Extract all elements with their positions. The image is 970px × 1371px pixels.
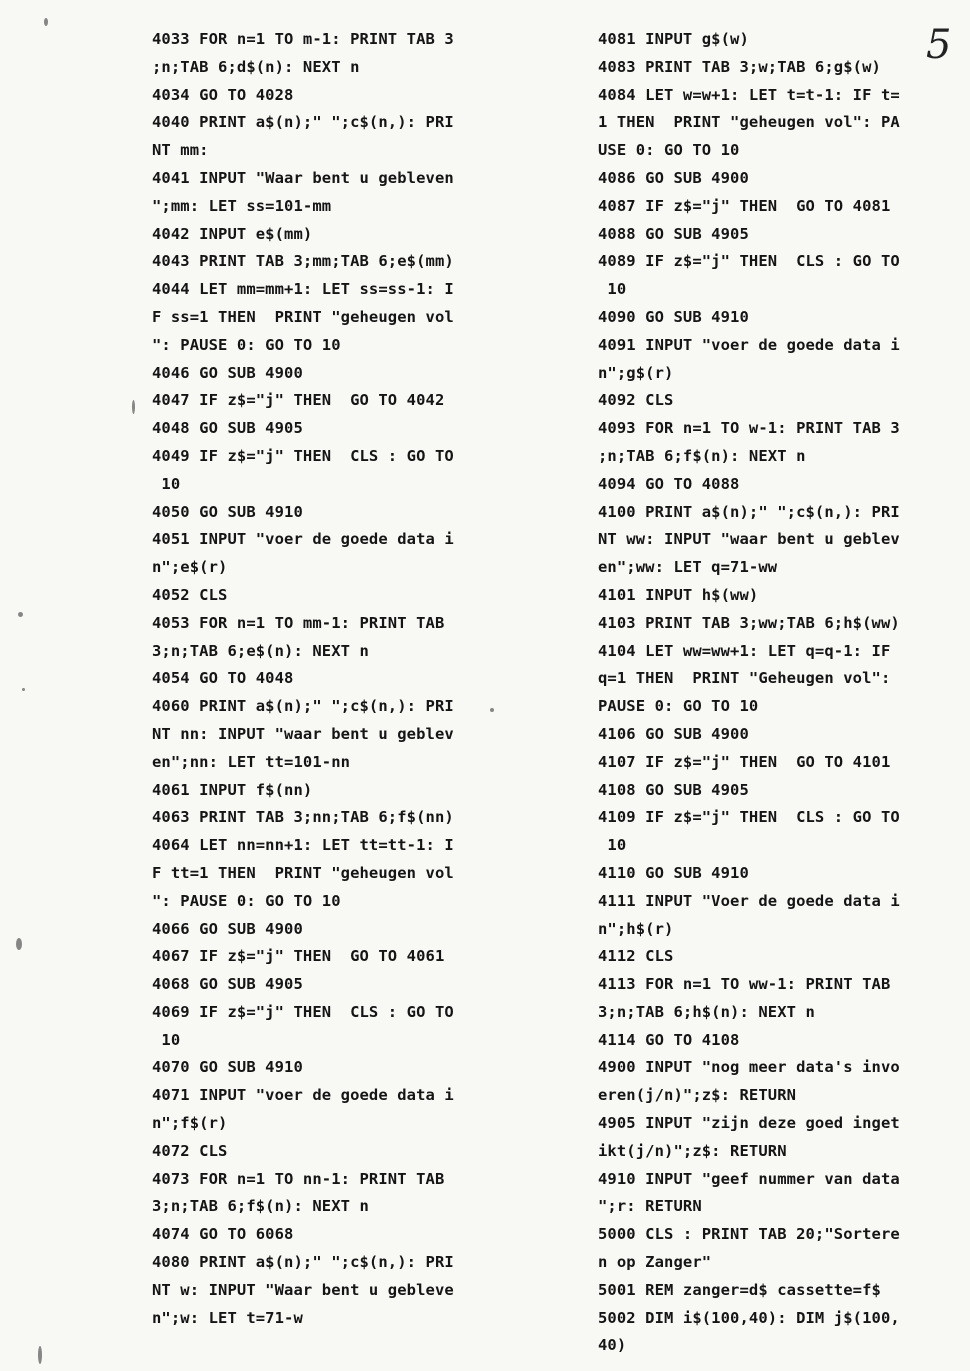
code-line: 4034 GO TO 4028 xyxy=(152,85,294,104)
code-line: 4108 GO SUB 4905 xyxy=(598,780,749,799)
code-line: 4072 CLS xyxy=(152,1141,228,1160)
code-line: 4109 IF z$="j" THEN CLS : GO TO xyxy=(598,808,900,827)
code-column-right xyxy=(598,26,898,1360)
code-line: ";mm: LET ss=101-mm xyxy=(152,196,332,215)
code-line: 3;n;TAB 6;f$(n): NEXT n xyxy=(152,1197,369,1216)
scan-speck xyxy=(490,708,494,712)
code-line: 4049 IF z$="j" THEN CLS : GO TO xyxy=(152,446,454,465)
code-line: ikt(j/n)";z$: RETURN xyxy=(598,1141,787,1160)
code-line: 4047 IF z$="j" THEN GO TO 4042 xyxy=(152,391,445,410)
code-line: q=1 THEN PRINT "Geheugen vol": xyxy=(598,669,891,688)
code-line: 4106 GO SUB 4900 xyxy=(598,724,749,743)
code-line: 4089 IF z$="j" THEN CLS : GO TO xyxy=(598,252,900,271)
code-line: F ss=1 THEN PRINT "geheugen vol xyxy=(152,307,454,326)
code-line: n";f$(r) xyxy=(152,1114,228,1133)
code-line: 4061 INPUT f$(nn) xyxy=(152,780,313,799)
page-number: 5 xyxy=(926,22,952,68)
code-line: 4042 INPUT e$(mm) xyxy=(152,224,313,243)
code-line: 4046 GO SUB 4900 xyxy=(152,363,303,382)
code-line: 4043 PRINT TAB 3;mm;TAB 6;e$(mm) xyxy=(152,252,454,271)
code-line: 4068 GO SUB 4905 xyxy=(152,975,303,994)
code-line: 4063 PRINT TAB 3;nn;TAB 6;f$(nn) xyxy=(152,808,454,827)
scan-speck xyxy=(18,612,23,617)
code-line: n op Zanger" xyxy=(598,1253,712,1272)
code-line: 4044 LET mm=mm+1: LET ss=ss-1: I xyxy=(152,280,454,299)
code-line: n";h$(r) xyxy=(598,919,674,938)
code-line: ": PAUSE 0: GO TO 10 xyxy=(152,335,341,354)
code-line: 4087 IF z$="j" THEN GO TO 4081 xyxy=(598,196,891,215)
code-line: 4064 LET nn=nn+1: LET tt=tt-1: I xyxy=(152,836,454,855)
code-line: 4090 GO SUB 4910 xyxy=(598,307,749,326)
code-line: 5002 DIM i$(100,40): DIM j$(100, xyxy=(598,1308,900,1327)
scan-speck xyxy=(38,1346,42,1364)
code-line: F tt=1 THEN PRINT "geheugen vol xyxy=(152,863,454,882)
code-line: 4060 PRINT a$(n);" ";c$(n,): PRI xyxy=(152,697,454,716)
code-line: 4041 INPUT "Waar bent u gebleven xyxy=(152,168,454,187)
code-line: 4054 GO TO 4048 xyxy=(152,669,294,688)
code-line: 4080 PRINT a$(n);" ";c$(n,): PRI xyxy=(152,1253,454,1272)
code-line: 4104 LET ww=ww+1: LET q=q-1: IF xyxy=(598,641,891,660)
code-line: 5001 REM zanger=d$ cassette=f$ xyxy=(598,1280,881,1299)
code-line: 4910 INPUT "geef nummer van data xyxy=(598,1169,900,1188)
code-line: NT w: INPUT "Waar bent u gebleve xyxy=(152,1280,454,1299)
code-line: 4086 GO SUB 4900 xyxy=(598,168,749,187)
code-line: 4900 INPUT "nog meer data's invo xyxy=(598,1058,900,1077)
code-line: en";ww: LET q=71-ww xyxy=(598,558,778,577)
code-line: 4070 GO SUB 4910 xyxy=(152,1058,303,1077)
code-line: NT mm: xyxy=(152,141,209,160)
code-line: 4067 IF z$="j" THEN GO TO 4061 xyxy=(152,947,445,966)
code-line: 4081 INPUT g$(w) xyxy=(598,30,749,48)
code-line: 4905 INPUT "zijn deze goed inget xyxy=(598,1114,900,1133)
code-line: 4101 INPUT h$(ww) xyxy=(598,585,759,604)
code-line: 10 xyxy=(152,1030,181,1049)
code-line: 4074 GO TO 6068 xyxy=(152,1225,294,1244)
code-line: ": PAUSE 0: GO TO 10 xyxy=(152,891,341,910)
code-line: 4100 PRINT a$(n);" ";c$(n,): PRI xyxy=(598,502,900,521)
code-line: 4093 FOR n=1 TO w-1: PRINT TAB 3 xyxy=(598,419,900,438)
code-line: 4033 FOR n=1 TO m-1: PRINT TAB 3 xyxy=(152,30,454,48)
code-line: 4113 FOR n=1 TO ww-1: PRINT TAB xyxy=(598,975,891,994)
code-line: 10 xyxy=(598,836,627,855)
code-line: 4053 FOR n=1 TO mm-1: PRINT TAB xyxy=(152,613,445,632)
code-line: 4069 IF z$="j" THEN CLS : GO TO xyxy=(152,1002,454,1021)
code-line: 3;n;TAB 6;e$(n): NEXT n xyxy=(152,641,369,660)
code-line: PAUSE 0: GO TO 10 xyxy=(598,697,759,716)
code-line: 4112 CLS xyxy=(598,947,674,966)
code-line: 4088 GO SUB 4905 xyxy=(598,224,749,243)
code-line: 4110 GO SUB 4910 xyxy=(598,863,749,882)
code-line: ;n;TAB 6;f$(n): NEXT n xyxy=(598,446,806,465)
code-line: 4073 FOR n=1 TO nn-1: PRINT TAB xyxy=(152,1169,445,1188)
code-line: USE 0: GO TO 10 xyxy=(598,141,740,160)
code-line: NT nn: INPUT "waar bent u geblev xyxy=(152,724,454,743)
code-line: n";e$(r) xyxy=(152,558,228,577)
code-line: 4083 PRINT TAB 3;w;TAB 6;g$(w) xyxy=(598,57,881,76)
code-line: 4107 IF z$="j" THEN GO TO 4101 xyxy=(598,752,891,771)
code-line: NT ww: INPUT "waar bent u geblev xyxy=(598,530,900,549)
code-line: 10 xyxy=(152,474,181,493)
code-line: 4103 PRINT TAB 3;ww;TAB 6;h$(ww) xyxy=(598,613,900,632)
code-line: en";nn: LET tt=101-nn xyxy=(152,752,351,771)
code-line: 1 THEN PRINT "geheugen vol": PA xyxy=(598,113,900,132)
code-line: 40) xyxy=(598,1336,627,1355)
code-line: 4052 CLS xyxy=(152,585,228,604)
code-line: 4066 GO SUB 4900 xyxy=(152,919,303,938)
code-line: ;n;TAB 6;d$(n): NEXT n xyxy=(152,57,360,76)
code-line: 4094 GO TO 4088 xyxy=(598,474,740,493)
scan-speck xyxy=(22,688,25,691)
code-line: n";w: LET t=71-w xyxy=(152,1308,303,1327)
code-line: 10 xyxy=(598,280,627,299)
scan-speck xyxy=(132,400,135,414)
code-line: 4071 INPUT "voer de goede data i xyxy=(152,1086,454,1105)
code-line: 4051 INPUT "voer de goede data i xyxy=(152,530,454,549)
code-line: 4084 LET w=w+1: LET t=t-1: IF t= xyxy=(598,85,900,104)
code-line: ";r: RETURN xyxy=(598,1197,702,1216)
code-line: 4091 INPUT "voer de goede data i xyxy=(598,335,900,354)
scan-speck xyxy=(16,938,22,950)
code-line: 3;n;TAB 6;h$(n): NEXT n xyxy=(598,1002,815,1021)
code-line: 4092 CLS xyxy=(598,391,674,410)
code-line: 4111 INPUT "Voer de goede data i xyxy=(598,891,900,910)
code-line: eren(j/n)";z$: RETURN xyxy=(598,1086,797,1105)
code-line: 4040 PRINT a$(n);" ";c$(n,): PRI xyxy=(152,113,454,132)
code-line: 5000 CLS : PRINT TAB 20;"Sortere xyxy=(598,1225,900,1244)
code-line: 4050 GO SUB 4910 xyxy=(152,502,303,521)
scan-speck xyxy=(44,18,48,26)
code-line: 4114 GO TO 4108 xyxy=(598,1030,740,1049)
code-line: n";g$(r) xyxy=(598,363,674,382)
code-line: 4048 GO SUB 4905 xyxy=(152,419,303,438)
code-column-left xyxy=(152,26,452,1332)
